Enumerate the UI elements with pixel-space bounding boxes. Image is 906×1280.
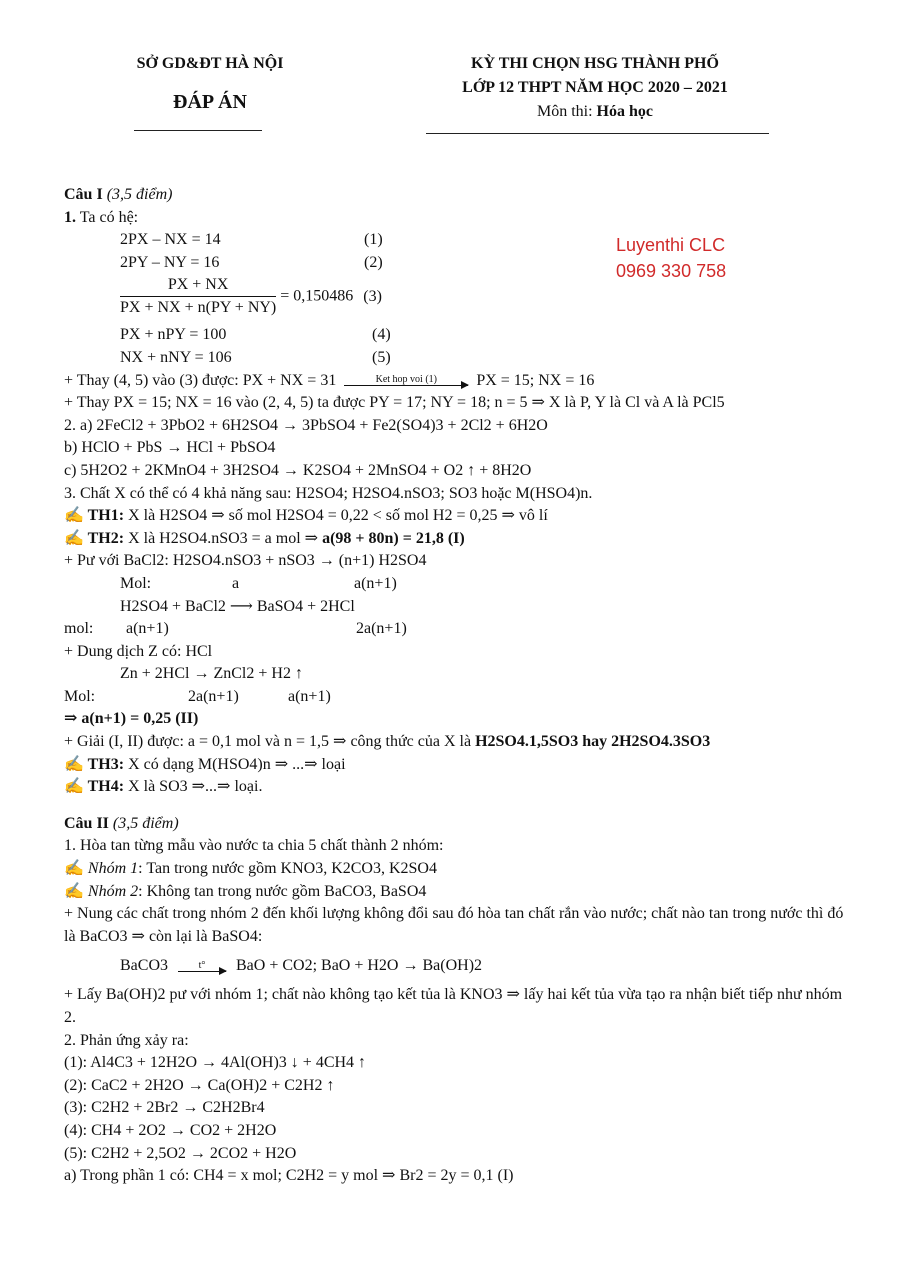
section2-part1: 1. Hòa tan từng mẫu vào nước ta chia 5 chất thành 2 nhóm: [64,837,444,855]
heating-equation: BaCO3 t° BaO + CO2; BaO + H2O → Ba(OH)2 [120,957,483,975]
part-a-statement: a) Trong phần 1 có: CH4 = x mol; C2H2 = y mol ⇒ Br2 = 2y = 0,1 (I) [64,1167,514,1185]
arrow-with-label: Ket hop voi (1) [344,375,468,387]
group-2: ✍ Nhóm 2: Không tan trong nước gồm BaCO3, BaSO4 [64,882,427,900]
left-underline [134,130,262,131]
solution-z: + Dung dịch Z có: HCl [64,642,213,660]
header-right [420,52,770,124]
equation-4: PX + nPY = 100 (4) [120,326,391,344]
part2-b: b) HClO + PbS → HCl + PbSO4 [64,439,276,457]
case-1: ✍ TH1: X là H2SO4 ⇒ số mol H2SO4 = 0,22 < số mol H2 = 0,25 ⇒ vô lí [64,507,548,525]
part3-intro: 3. Chất X có thể có 4 khả năng sau: H2SO4; H2SO4.nSO3; SO3 hoặc M(HSO4)n. [64,484,593,502]
reaction-baso4: H2SO4 + BaCl2 ⟶ BaSO4 + 2HCl [120,597,355,615]
solution-result: + Giải (I, II) được: a = 0,1 mol và n = 1,5 ⇒ công thức của X là H2SO4.1,5SO3 hay 2H2SO4.3SO3 [64,733,711,751]
equation-ii: ⇒ a(n+1) = 0,25 (II) [64,710,199,728]
heating-step: + Nung các chất trong nhóm 2 đến khối lượng không đổi sau đó hòa tan chất rắn vào nước; chất nào tan trong nước thì đó là BaCO3 ⇒ còn lại là BaSO4: [64,905,844,945]
answer-content [64,184,854,1188]
reaction-bacl2: + Pư với BaCl2: H2SO4.nSO3 + nSO3 → (n+1) H2SO4 [64,552,427,570]
reaction-zn-mol: Mol: 2a(n+1) a(n+1) [64,687,331,705]
equation-5: NX + nNY = 106 (5) [120,348,391,366]
watermark-line2: 0969 330 758 [616,261,727,281]
equation-1: 2PX – NX = 14 (1) [120,231,383,249]
substitution-line-1: + Thay (4, 5) vào (3) được: PX + NX = 31 Ket hop voi (1) PX = 15; NX = 16 [64,371,595,389]
equation-2: 2PY – NY = 16 (2) [120,253,383,271]
case-4: ✍ TH4: X là SO3 ⇒...⇒ loại. [64,778,263,796]
org-name: SỞ GD&ĐT HÀ NỘI [136,55,284,72]
case-2: ✍ TH2: X là H2SO4.nSO3 = a mol ⇒ a(98 + 80n) = 21,8 (I) [64,529,465,547]
reaction-bacl2-mol: Mol: a a(n+1) [120,574,397,592]
watermark-line1: Luyenthi CLC [616,235,726,255]
section2-part2: 2. Phản ứng xảy ra: [64,1031,189,1049]
reaction-5: (5): C2H2 + 2,5O2 → 2CO2 + H2O [64,1144,297,1162]
reaction-zn: Zn + 2HCl → ZnCl2 + H2 ↑ [120,665,303,683]
reaction-3: (3): C2H2 + 2Br2 → C2H2Br4 [64,1099,265,1117]
exam-grade-year: LỚP 12 THPT NĂM HỌC 2020 – 2021 [462,79,728,96]
document-title: ĐÁP ÁN [173,91,247,113]
section1-title: Câu I (3,5 điểm) [64,186,173,203]
reaction-baso4-mol: mol: a(n+1) 2a(n+1) [64,620,407,638]
exam-subject: Môn thi: Hóa học [536,103,653,120]
reaction-2: (2): CaC2 + 2H2O → Ca(OH)2 + C2H2 ↑ [64,1076,335,1094]
baoh2-step: + Lấy Ba(OH)2 pư với nhóm 1; chất nào không tạo kết tủa là KNO3 ⇒ lấy hai kết tủa vừa tạo ra nhận biết tiếp như nhóm 2. [64,986,843,1026]
right-underline [426,133,769,134]
reaction-1: (1): Al4C3 + 12H2O → 4Al(OH)3 ↓ + 4CH4 ↑ [64,1054,367,1072]
exam-title: KỲ THI CHỌN HSG THÀNH PHỐ [471,55,719,72]
part1-intro: 1. Ta có hệ: [64,208,139,226]
case-3: ✍ TH3: X có dạng M(HSO4)n ⇒ ...⇒ loại [64,755,346,773]
substitution-line-2: + Thay PX = 15; NX = 16 vào (2, 4, 5) ta được PY = 17; NY = 18; n = 5 ⇒ X là P, Y là Cl và A là PCl5 [64,394,725,412]
part2-c: c) 5H2O2 + 2KMnO4 + 3H2SO4 → K2SO4 + 2MnSO4 + O2 ↑ + 8H2O [64,461,532,479]
part2-a: 2. a) 2FeCl2 + 3PbO2 + 6H2SO4 → 3PbSO4 + Fe2(SO4)3 + 2Cl2 + 6H2O [64,416,548,434]
reaction-4: (4): CH4 + 2O2 → CO2 + 2H2O [64,1121,277,1139]
section2-title: Câu II (3,5 điểm) [64,814,179,832]
group-1: ✍ Nhóm 1: Tan trong nước gồm KNO3, K2CO3, K2SO4 [64,860,437,878]
header-left [110,52,310,114]
equation-3: $\frac{PX + NX}{PX + NX + n(PY + NY)}$ = 0,150486 (3) [64,274,854,324]
heat-arrow: t° [178,961,226,973]
equation-3-fraction: $\frac{PX + NX}{PX + NX + n(PY + NY)}$ [120,276,277,317]
